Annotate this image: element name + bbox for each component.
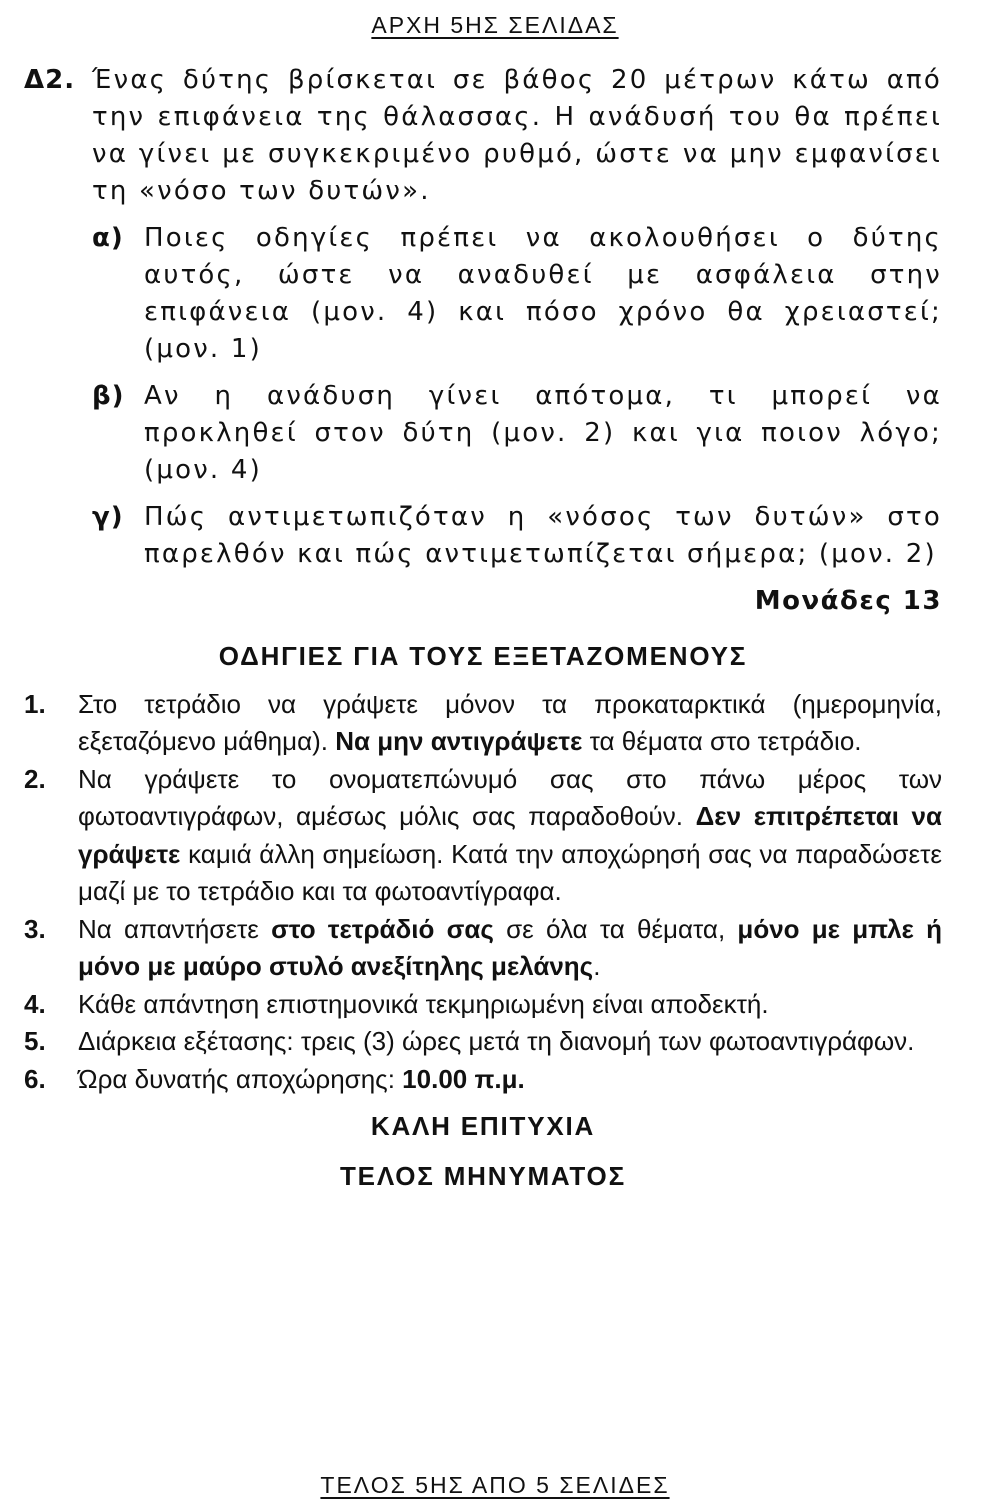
instructions-title: ΟΔΗΓΙΕΣ ΓΙΑ ΤΟΥΣ ΕΞΕΤΑΖΟΜΕΝΟΥΣ [218, 641, 748, 671]
instructions-list [24, 686, 942, 1099]
instruction-item [24, 761, 942, 911]
instruction-text-run: Διάρκεια εξέτασης: τρεις (3) ώρες μετά τη διανομή των φωτοαντιγράφων. [78, 1026, 915, 1056]
question-text: Ένας δύτης βρίσκεται σε βάθος 20 μέτρων κάτω από την επιφάνεια της θάλασσας. Η ανάδυσή του θα πρέπει να γίνει με συγκεκριμένο ρυθμό, ώστε να μην εμφανίσει τη «νόσο των δυτών». [92, 65, 942, 206]
instructions-section [24, 638, 942, 1195]
instruction-number: 6. [24, 1063, 46, 1094]
instruction-number: 3. [24, 913, 46, 944]
instruction-text-bold: Να μην αντιγράψετε [335, 726, 583, 756]
instruction-number: 5. [24, 1026, 46, 1056]
instruction-item [24, 686, 942, 761]
instruction-text-run: Ώρα δυνατής αποχώρησης: [78, 1063, 403, 1094]
instruction-text [78, 1061, 942, 1099]
instruction-text [78, 1023, 942, 1061]
instruction-text [78, 761, 942, 911]
subquestion-label: β) [92, 381, 125, 411]
subquestion-text: Πώς αντιμετωπιζόταν η «νόσος των δυτών» στο παρελθόν και πώς αντιμετωπίζεται σήμερα; (μον. 2) [144, 502, 942, 569]
instruction-text-bold: μόνο με μπλε ή μόνο με μαύρο στυλό ανεξίτηλης μελάνης [78, 913, 942, 981]
instruction-item [24, 1061, 942, 1099]
question-d2 [24, 62, 942, 620]
instruction-item [24, 911, 942, 986]
page-header: ΑΡΧΗ 5ΗΣ ΣΕΛΙΔΑΣ [371, 12, 619, 38]
instruction-number: 2. [24, 763, 46, 794]
instruction-text-run: τα θέματα στο τετράδιο. [582, 726, 862, 756]
instruction-item [24, 986, 942, 1024]
subquestion-text: Αν η ανάδυση γίνει απότομα, τι μπορεί να προκληθεί στον δύτη (μον. 2) και για ποιον λόγο; (μον. 4) [144, 381, 942, 485]
subquestion-a [24, 220, 942, 368]
subquestion-label: γ) [92, 502, 124, 532]
subquestion-b [24, 378, 942, 489]
subquestion-c [24, 499, 942, 573]
instruction-text [78, 986, 942, 1024]
question-units: Μονάδες 13 [754, 586, 942, 616]
question-number: Δ2. [24, 65, 76, 95]
end-message-text: ΤΕΛΟΣ ΜΗΝΥΜΑΤΟΣ [340, 1160, 626, 1191]
instruction-number: 1. [24, 688, 46, 719]
good-luck-text: ΚΑΛΗ ΕΠΙΤΥΧΙΑ [370, 1111, 596, 1141]
instruction-text-bold: στο τετράδιό σας [271, 913, 494, 944]
instruction-text-run: Στο τετράδιο να γράψετε μόνον τα προκαταρκτικά (ημερομηνία, εξεταζόμενο μάθημα). [78, 688, 942, 756]
instruction-text-run: Να γράψετε το ονοματεπώνυμό σας στο πάνω μέρος των φωτοαντιγράφων, αμέσως μόλις σας παραδοθούν. [78, 763, 942, 831]
instruction-text-run: σε όλα τα θέματα, [493, 913, 738, 944]
instruction-text-run: . [593, 951, 601, 981]
question-stem [24, 62, 942, 210]
instruction-text [78, 911, 942, 986]
instruction-text [78, 686, 942, 761]
subquestion-text: Ποιες οδηγίες πρέπει να ακολουθήσει ο δύτης αυτός, ώστε να αναδυθεί με ασφάλεια στην επιφάνεια (μον. 4) και πόσο χρόνο θα χρειαστεί; (μον. 1) [144, 223, 942, 364]
instruction-text-run: Κάθε απάντηση επιστημονικά τεκμηριωμένη είναι αποδεκτή. [78, 988, 769, 1019]
page-footer: ΤΕΛΟΣ 5ΗΣ ΑΠΟ 5 ΣΕΛΙΔΕΣ [320, 1472, 670, 1498]
subquestion-label: α) [92, 223, 124, 253]
instruction-text-run: Να απαντήσετε [78, 913, 272, 944]
instruction-item [24, 1023, 942, 1061]
instruction-text-run: καμιά άλλη σημείωση. Κατά την αποχώρησή σας να παραδώσετε μαζί με το τετράδιο και τα φωτοαντίγραφα. [78, 838, 942, 906]
instruction-number: 4. [24, 988, 46, 1019]
instruction-text-bold: 10.00 π.μ. [402, 1063, 525, 1094]
instruction-text-bold: Δεν επιτρέπεται να γράψετε [78, 801, 942, 869]
